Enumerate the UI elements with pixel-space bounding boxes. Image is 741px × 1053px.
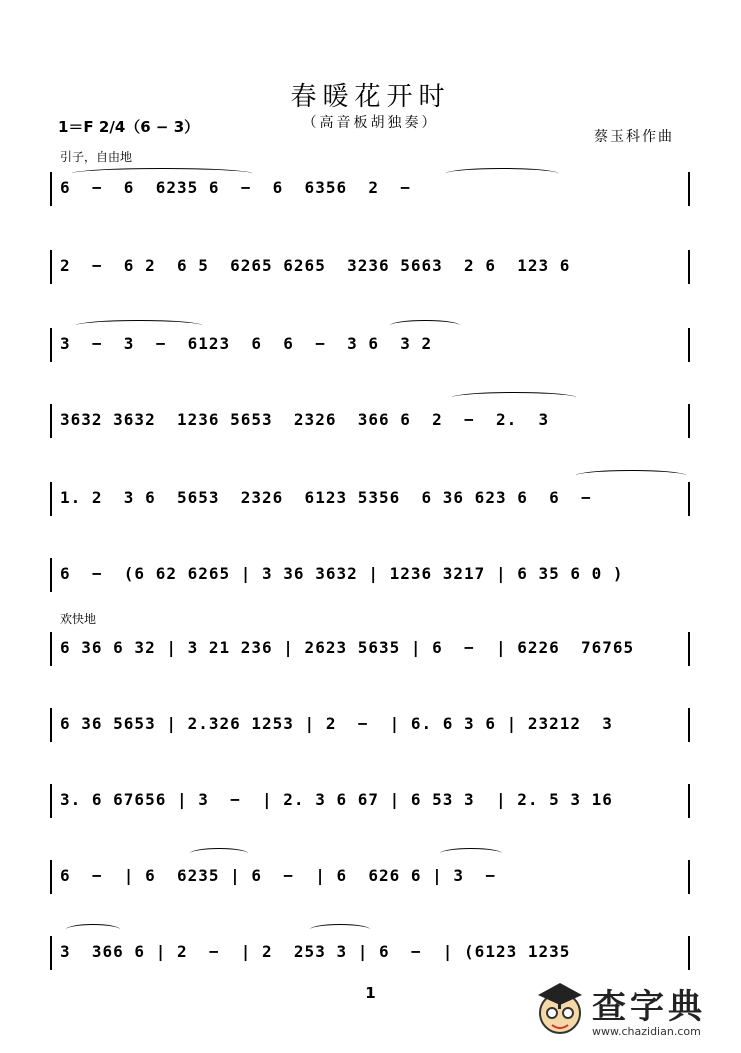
subtitle: （高音板胡独奏） bbox=[302, 115, 439, 131]
barline bbox=[688, 708, 690, 742]
barline bbox=[50, 328, 52, 362]
staff-line-8 bbox=[46, 708, 696, 748]
slur bbox=[390, 320, 460, 331]
barline bbox=[688, 250, 690, 284]
slur bbox=[76, 320, 202, 331]
notation: 3632 3632 1236 5653 2326 366 6 2 − 2. 3 bbox=[60, 410, 550, 429]
staff-line-7 bbox=[46, 632, 696, 672]
barline bbox=[688, 482, 690, 516]
barline bbox=[688, 328, 690, 362]
notation: 6 − | 6 6235 | 6 − | 6 626 6 | 3 − bbox=[60, 866, 496, 885]
staff-line-2 bbox=[46, 250, 696, 290]
barline bbox=[50, 558, 52, 592]
slur bbox=[452, 392, 576, 403]
tempo-marking-intro: 引子，自由地 bbox=[60, 150, 133, 164]
notation: 6 36 5653 | 2.326 1253 | 2 − | 6. 6 3 6 | 23212 3 bbox=[60, 714, 613, 733]
key-signature: 1＝F 2/4（6 − 3） bbox=[58, 118, 200, 136]
staff-line-1 bbox=[46, 172, 696, 212]
notation: 6 − (6 62 6265 | 3 36 3632 | 1236 3217 | 6 35 6 0 ) bbox=[60, 564, 624, 583]
barline bbox=[688, 632, 690, 666]
slur bbox=[72, 168, 252, 179]
barline bbox=[50, 784, 52, 818]
notation: 6 − 6 6235 6 − 6 6356 2 − bbox=[60, 178, 411, 197]
page-number: 1 bbox=[365, 984, 376, 1002]
slur bbox=[190, 848, 248, 859]
staff-line-5 bbox=[46, 482, 696, 522]
slur bbox=[310, 924, 370, 935]
staff-line-4 bbox=[46, 404, 696, 444]
barline bbox=[50, 250, 52, 284]
staff-line-3 bbox=[46, 328, 696, 368]
page-title: 春暖花开时 bbox=[290, 82, 451, 112]
notation: 3. 6 67656 | 3 − | 2. 3 6 67 | 6 53 3 | 2. 5 3 16 bbox=[60, 790, 613, 809]
slur bbox=[66, 924, 120, 935]
barline bbox=[688, 784, 690, 818]
slur bbox=[446, 168, 558, 179]
notation: 6 36 6 32 | 3 21 236 | 2623 5635 | 6 − | 6226 76765 bbox=[60, 638, 635, 657]
barline bbox=[50, 708, 52, 742]
barline bbox=[688, 860, 690, 894]
staff-line-6 bbox=[46, 558, 696, 598]
notation: 1. 2 3 6 5653 2326 6123 5356 6 36 623 6 6 − bbox=[60, 488, 592, 507]
barline bbox=[50, 632, 52, 666]
staff-line-9 bbox=[46, 784, 696, 824]
notation: 2 − 6 2 6 5 6265 6265 3236 5663 2 6 123 6 bbox=[60, 256, 571, 275]
barline bbox=[50, 482, 52, 516]
tempo-marking-lively: 欢快地 bbox=[60, 612, 97, 626]
mascot-icon bbox=[530, 975, 590, 1041]
barline bbox=[50, 936, 52, 970]
barline bbox=[688, 936, 690, 970]
barline bbox=[50, 404, 52, 438]
notation: 3 − 3 − 6123 6 6 − 3 6 3 2 bbox=[60, 334, 433, 353]
watermark-brand: 查字典 bbox=[592, 987, 706, 1027]
watermark-logo bbox=[530, 975, 730, 1045]
composer: 蔡玉科作曲 bbox=[594, 129, 674, 145]
slur bbox=[576, 470, 686, 481]
slur bbox=[440, 848, 502, 859]
watermark-url: www.chazidian.com bbox=[592, 1025, 701, 1038]
barline bbox=[50, 860, 52, 894]
barline bbox=[688, 404, 690, 438]
staff-line-10 bbox=[46, 860, 696, 900]
barline bbox=[688, 172, 690, 206]
barline bbox=[50, 172, 52, 206]
notation: 3 366 6 | 2 − | 2 253 3 | 6 − | (6123 1235 bbox=[60, 942, 571, 961]
staff-line-11 bbox=[46, 936, 696, 976]
